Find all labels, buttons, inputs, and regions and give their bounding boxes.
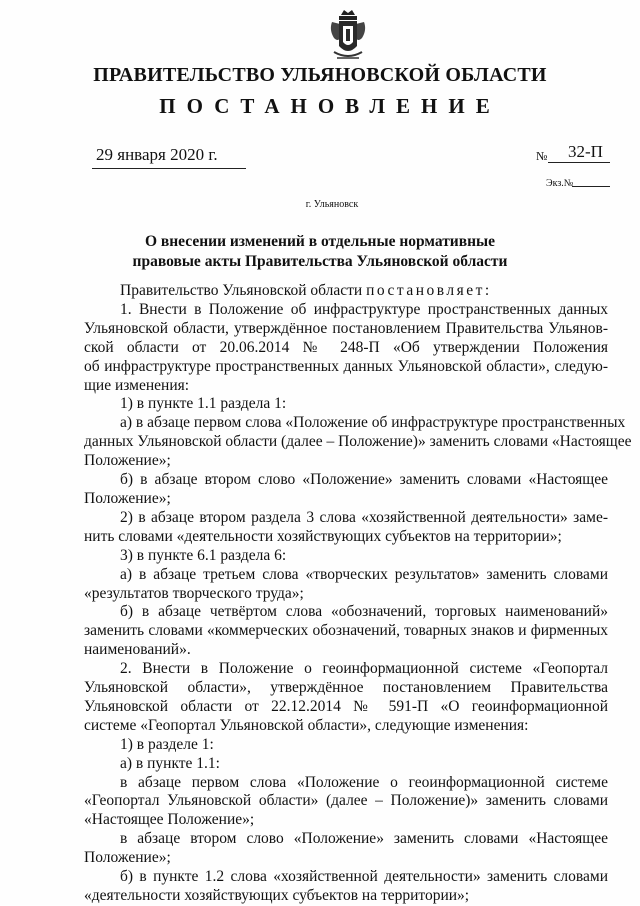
body-line: заменить словами «коммерческих обозначений, товарных знаков и фирменных bbox=[84, 622, 608, 640]
body-line: б) в абзаце втором слово «Положение» заменить словами «Настоящее bbox=[120, 471, 608, 489]
copy-number-underline bbox=[572, 186, 610, 187]
intro-line bbox=[84, 282, 608, 301]
body-line: 2) в абзаце втором раздела 3 слова «хозяйственной деятельности» заме- bbox=[120, 508, 608, 526]
intro-verb: постановляет: bbox=[366, 282, 492, 299]
coat-of-arms-icon bbox=[328, 8, 368, 64]
document-date: 29 января 2020 г. bbox=[96, 145, 218, 164]
body-line: «Геопортал Ульяновской области» (далее – Положение)» заменить словами bbox=[84, 792, 608, 810]
body-line: б) в пункте 1.2 слова «хозяйственной деятельности» заменить словами bbox=[120, 868, 608, 886]
body-line: «деятельности хозяйствующих субъектов на территории»; bbox=[84, 887, 470, 904]
body-line: системе «Геопортал Ульяновской области», следующие изменения: bbox=[84, 716, 529, 734]
government-name: ПРАВИТЕЛЬСТВО УЛЬЯНОВСКОЙ ОБЛАСТИ bbox=[93, 64, 547, 86]
body-line: нить словами «деятельности хозяйствующих субъектов на территории»; bbox=[84, 527, 562, 545]
body-line: 1) в разделе 1: bbox=[120, 735, 214, 753]
body-line: наименований». bbox=[84, 641, 191, 659]
body-line: Ульяновской области, утверждённое постановлением Правительства Ульянов- bbox=[84, 319, 608, 337]
body-line: а) в абзаце первом слова «Положение об инфраструктуре пространственных bbox=[120, 414, 626, 432]
body-line: 3) в пункте 6.1 раздела 6: bbox=[120, 546, 287, 564]
number-label: № bbox=[536, 149, 548, 163]
body-line: данных Ульяновской области (далее – Положение)» заменить словами «Настоящее bbox=[84, 433, 632, 451]
intro-text: Правительство Ульяновской области bbox=[120, 282, 363, 299]
document-title bbox=[0, 232, 640, 272]
body-line: Ульяновской области от 22.12.2014 № 591-П «О геоинформационной bbox=[84, 697, 608, 715]
title-line: правовые акты Правительства Ульяновской области bbox=[132, 253, 508, 270]
body-line: в абзаце втором слово «Положение» заменить словами «Настоящее bbox=[120, 830, 608, 848]
body-line: б) в абзаце четвёртом слова «обозначений, торговых наименований» bbox=[120, 603, 608, 621]
body-line: 1) в пункте 1.1 раздела 1: bbox=[120, 395, 287, 413]
body-line: об инфраструктуре пространственных данных Ульяновской области», следую- bbox=[84, 357, 608, 375]
number-underline bbox=[548, 162, 610, 163]
body-line: Положение»; bbox=[84, 489, 171, 507]
date-underline bbox=[92, 168, 246, 169]
body-line: в абзаце первом слова «Положение о геоинформационной системе bbox=[120, 773, 608, 791]
title-line: О внесении изменений в отдельные нормативные bbox=[144, 233, 496, 250]
body-line: а) в пункте 1.1: bbox=[120, 754, 220, 772]
copy-number-label: Экз.№ bbox=[546, 178, 574, 189]
body-line: щие изменения: bbox=[84, 376, 190, 394]
city: г. Ульяновск bbox=[305, 199, 359, 210]
body-line: Положение»; bbox=[84, 452, 171, 470]
document-type: ПОСТАНОВЛЕНИЕ bbox=[159, 94, 501, 118]
body-line: Ульяновской области», утверждённое постановлением Правительства bbox=[84, 679, 608, 697]
body-line: Положение»; bbox=[84, 849, 171, 867]
body-line: а) в абзаце третьем слова «творческих результатов» заменить словами bbox=[120, 565, 608, 583]
body-line: 2. Внести в Положение о геоинформационной системе «Геопортал bbox=[120, 660, 608, 678]
body-line: ской области от 20.06.2014 № 248-П «Об утверждении Положения bbox=[84, 338, 608, 356]
body-line: «Настоящее Положение»; bbox=[84, 811, 255, 829]
body-line: «результатов творческого труда»; bbox=[84, 584, 304, 602]
document-number: 32-П bbox=[568, 142, 603, 161]
body-line: 1. Внести в Положение об инфраструктуре пространственных данных bbox=[120, 300, 608, 318]
document-body bbox=[84, 282, 632, 906]
